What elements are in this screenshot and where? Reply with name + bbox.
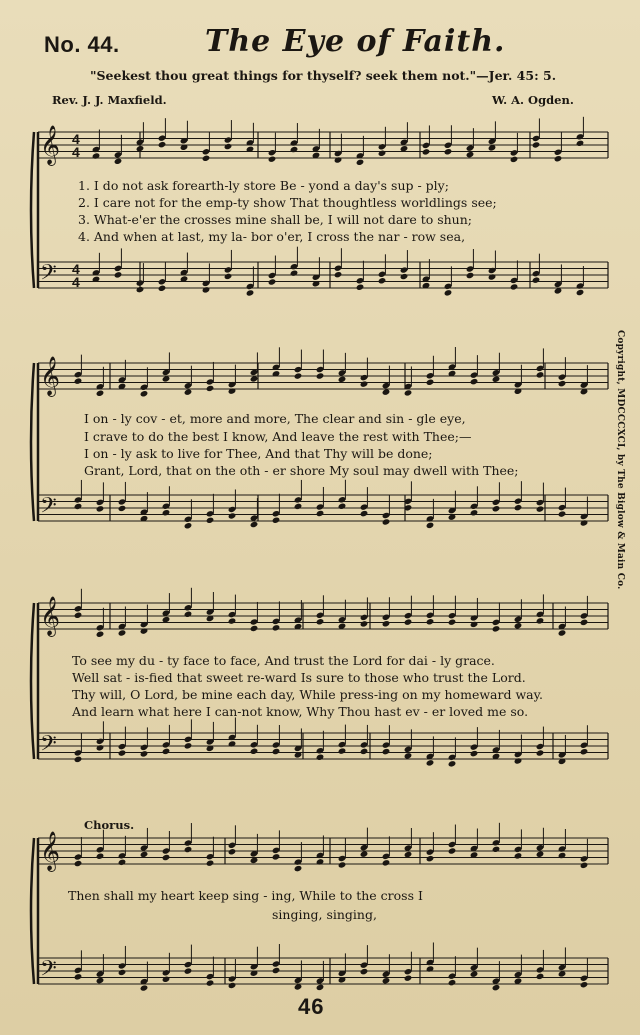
- note-head: [382, 748, 391, 755]
- time-signature: 4: [72, 261, 80, 277]
- note-head: [250, 625, 259, 632]
- note-head: [246, 289, 255, 296]
- note-head: [250, 521, 259, 528]
- lyric-line: I crave to do the best I know, And leave the rest with Thee;—: [84, 429, 472, 444]
- note-head: [580, 862, 589, 869]
- note-head: [290, 146, 299, 153]
- note-head: [536, 851, 545, 858]
- lyric-line: Thy will, O Lord, be mine each day, While press-ing on my homeward way.: [72, 687, 543, 702]
- note-head: [96, 631, 105, 638]
- note-head: [118, 629, 127, 636]
- note-head: [580, 519, 589, 526]
- time-signature: 4: [72, 131, 80, 147]
- note-head: [294, 865, 303, 872]
- note-head: [272, 748, 281, 755]
- note-head: [532, 276, 541, 283]
- note-head: [316, 510, 325, 517]
- lyric-line: Well sat - is-fied that sweet re-ward Is sure to those who trust the Lord.: [72, 670, 526, 685]
- note-head: [74, 503, 83, 510]
- lyric-line: Grant, Lord, that on the oth - er shore My soul may dwell with Thee;: [84, 463, 519, 478]
- lyric-line: Then shall my heart keep sing - ing, While to the cross I: [68, 888, 423, 903]
- note-head: [184, 846, 193, 853]
- note-head: [360, 850, 369, 857]
- note-head: [74, 612, 83, 619]
- note-head: [382, 518, 391, 525]
- note-head: [580, 981, 589, 988]
- note-head: [580, 619, 589, 626]
- note-head: [162, 509, 171, 516]
- treble-clef-icon: 𝄞: [40, 125, 61, 165]
- note-head: [488, 273, 497, 280]
- bass-clef-icon: 𝄢: [40, 493, 57, 524]
- note-head: [338, 503, 347, 510]
- note-head: [74, 860, 83, 867]
- note-head: [448, 760, 457, 767]
- note-head: [492, 846, 501, 853]
- note-head: [228, 617, 237, 624]
- note-head: [316, 372, 325, 379]
- note-head: [316, 858, 325, 865]
- note-head: [140, 984, 149, 991]
- note-head: [536, 749, 545, 756]
- note-head: [470, 509, 479, 516]
- note-head: [378, 150, 387, 157]
- note-head: [206, 979, 215, 986]
- note-head: [158, 141, 167, 148]
- note-head: [426, 379, 435, 386]
- note-head: [378, 277, 387, 284]
- note-head: [184, 522, 193, 529]
- note-head: [140, 390, 149, 397]
- note-head: [228, 740, 237, 747]
- note-head: [492, 376, 501, 383]
- note-head: [510, 283, 519, 290]
- brace: [31, 132, 34, 288]
- note-head: [448, 979, 457, 986]
- lyric-line: And learn what here I can-not know, Why Thou hast ev - er loved me so.: [72, 704, 529, 719]
- note-head: [576, 289, 585, 296]
- note-head: [118, 969, 127, 976]
- note-head: [96, 977, 105, 984]
- note-head: [250, 748, 259, 755]
- note-head: [360, 968, 369, 975]
- treble-clef-icon: 𝄞: [40, 356, 61, 396]
- note-head: [492, 505, 501, 512]
- note-head: [184, 742, 193, 749]
- copyright-notice: Copyright, MDCCCXCI, by The Biglow & Main Co.: [615, 330, 625, 590]
- note-head: [470, 750, 479, 757]
- note-head: [158, 285, 167, 292]
- note-head: [140, 750, 149, 757]
- time-signature: 4: [72, 274, 80, 290]
- note-head: [206, 385, 215, 392]
- brace: [31, 363, 34, 521]
- note-head: [382, 977, 391, 984]
- note-head: [444, 148, 453, 155]
- lyric-line: 4. And when at last, my la- bor o'er, I cross the nar - row sea,: [78, 229, 466, 244]
- note-head: [228, 848, 237, 855]
- note-head: [334, 271, 343, 278]
- note-head: [202, 286, 211, 293]
- note-head: [334, 156, 343, 163]
- note-head: [206, 860, 215, 867]
- note-head: [224, 143, 233, 150]
- note-head: [118, 505, 127, 512]
- note-head: [514, 622, 523, 629]
- brace: [31, 838, 34, 984]
- note-head: [360, 380, 369, 387]
- note-head: [576, 140, 585, 147]
- note-head: [558, 852, 567, 859]
- note-head: [536, 617, 545, 624]
- lyric-line: 3. What-e'er the crosses mine shall be, I will not dare to shun;: [78, 212, 472, 227]
- note-head: [382, 620, 391, 627]
- note-head: [184, 967, 193, 974]
- note-head: [184, 611, 193, 618]
- note-head: [448, 619, 457, 626]
- composer: W. A. Ogden.: [492, 93, 574, 107]
- note-head: [92, 152, 101, 159]
- note-head: [316, 984, 325, 991]
- hymn-title: The Eye of Faith.: [205, 24, 506, 59]
- bass-clef-icon: 𝄢: [40, 956, 57, 987]
- note-head: [96, 853, 105, 860]
- note-head: [74, 756, 83, 763]
- note-head: [536, 371, 545, 378]
- note-head: [470, 970, 479, 977]
- note-head: [206, 517, 215, 524]
- note-head: [136, 286, 145, 293]
- note-head: [404, 975, 413, 982]
- note-head: [422, 148, 431, 155]
- note-head: [228, 512, 237, 519]
- bass-clef-icon: 𝄢: [40, 731, 57, 762]
- note-head: [268, 156, 277, 163]
- note-head: [118, 749, 127, 756]
- note-head: [96, 390, 105, 397]
- note-head: [114, 158, 123, 165]
- note-head: [536, 973, 545, 980]
- note-head: [316, 754, 325, 761]
- note-head: [224, 273, 233, 280]
- hymn-number: No. 44.: [44, 32, 120, 57]
- time-signature: 4: [72, 144, 80, 160]
- note-head: [554, 155, 563, 162]
- note-head: [404, 618, 413, 625]
- bass-clef-icon: 𝄢: [40, 260, 57, 291]
- note-head: [294, 372, 303, 379]
- lyric-line: 1. I do not ask forearth-ly store Be - yond a day's sup - ply;: [78, 178, 449, 193]
- note-head: [290, 270, 299, 277]
- note-head: [114, 271, 123, 278]
- chorus-label: Chorus.: [84, 818, 135, 832]
- note-head: [426, 759, 435, 766]
- lyricist: Rev. J. J. Maxfield.: [52, 93, 167, 107]
- note-head: [426, 855, 435, 862]
- note-head: [74, 377, 83, 384]
- note-head: [360, 620, 369, 627]
- note-head: [532, 141, 541, 148]
- note-head: [404, 752, 413, 759]
- note-head: [162, 854, 171, 861]
- note-head: [514, 757, 523, 764]
- note-head: [382, 859, 391, 866]
- note-head: [272, 853, 281, 860]
- note-head: [268, 278, 277, 285]
- note-head: [404, 389, 413, 396]
- note-head: [558, 510, 567, 517]
- note-head: [338, 376, 347, 383]
- note-head: [492, 984, 501, 991]
- page-number: 46: [298, 994, 325, 1019]
- note-head: [492, 625, 501, 632]
- note-head: [202, 155, 211, 162]
- note-head: [580, 748, 589, 755]
- lyric-line: I on - ly ask to live for Thee, And that Thy will be done;: [84, 446, 433, 461]
- note-head: [118, 859, 127, 866]
- note-head: [514, 504, 523, 511]
- note-head: [558, 629, 567, 636]
- note-head: [382, 388, 391, 395]
- brace: [31, 603, 34, 759]
- note-head: [400, 273, 409, 280]
- note-head: [316, 618, 325, 625]
- note-head: [228, 982, 237, 989]
- note-head: [466, 151, 475, 158]
- note-head: [426, 618, 435, 625]
- note-head: [466, 272, 475, 279]
- lyric-line: 2. I care not for the emp-ty show That thoughtless worldlings see;: [78, 195, 497, 210]
- note-head: [338, 747, 347, 754]
- note-head: [338, 861, 347, 868]
- note-head: [536, 505, 545, 512]
- note-head: [356, 284, 365, 291]
- note-head: [514, 852, 523, 859]
- treble-clef-icon: 𝄞: [40, 831, 61, 871]
- scripture-quote: "Seekest thou great things for thyself? seek them not."—Jer. 45: 5.: [90, 68, 557, 83]
- note-head: [272, 967, 281, 974]
- treble-clef-icon: 𝄞: [40, 596, 61, 636]
- lyric-line: To see my du - ty face to face, And trust the Lord for dai - ly grace.: [72, 653, 495, 668]
- note-head: [162, 748, 171, 755]
- note-head: [74, 973, 83, 980]
- note-head: [184, 389, 193, 396]
- note-head: [96, 744, 105, 751]
- lyric-line: I on - ly cov - et, more and more, The clear and sin - gle eye,: [84, 411, 466, 426]
- note-head: [360, 510, 369, 517]
- note-head: [444, 289, 453, 296]
- note-head: [360, 748, 369, 755]
- note-head: [426, 965, 435, 972]
- note-head: [448, 847, 457, 854]
- note-head: [426, 522, 435, 529]
- note-head: [558, 380, 567, 387]
- note-head: [470, 378, 479, 385]
- note-head: [272, 624, 281, 631]
- lyric-line: singing, singing,: [272, 907, 377, 922]
- note-head: [96, 505, 105, 512]
- note-head: [162, 976, 171, 983]
- note-head: [470, 621, 479, 628]
- note-head: [356, 159, 365, 166]
- note-head: [272, 517, 281, 524]
- note-head: [510, 156, 519, 163]
- note-head: [294, 503, 303, 510]
